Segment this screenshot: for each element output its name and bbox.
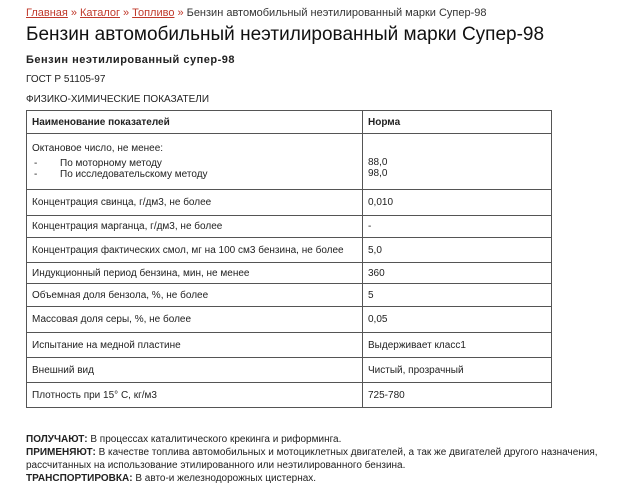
table-row	[27, 333, 552, 358]
octane-sub-label: По исследовательскому методу	[60, 169, 208, 180]
row-value: Чистый, прозрачный	[363, 358, 552, 383]
table-row	[27, 263, 552, 284]
table-row	[27, 383, 552, 408]
header-indicator-name: Наименование показателей	[27, 111, 363, 134]
octane-sub-dash: -	[34, 169, 38, 180]
note-received-text: В процессах каталитического крекинга и риформинга.	[87, 434, 342, 445]
note-applied-label: ПРИМЕНЯЮТ:	[26, 447, 96, 458]
spec-table	[26, 110, 552, 408]
octane-sub-row	[34, 169, 357, 180]
note-applied-text: В качестве топлива автомобильных и мотоциклетных двигателей, а так же двигателей другого назначения,	[95, 447, 598, 458]
row-value: 725-780	[363, 383, 552, 408]
breadcrumb-link-fuel[interactable]: Топливо	[132, 7, 175, 19]
table-row	[27, 216, 552, 238]
table-row	[27, 307, 552, 333]
row-name: Концентрация марганца, г/дм3, не более	[27, 216, 363, 238]
note-applied-continued: рассчитанных на использование этилированного или неэтилированного бензина.	[26, 460, 406, 471]
row-value: -	[363, 216, 552, 238]
row-name: Плотность при 15° С, кг/м3	[27, 383, 363, 408]
row-name: Концентрация свинца, г/дм3, не более	[27, 190, 363, 216]
table-header-row	[27, 111, 552, 134]
section-label: ФИЗИКО-ХИМИЧЕСКИЕ ПОКАЗАТЕЛИ	[26, 94, 210, 105]
note-transport	[26, 472, 644, 485]
octane-sub-row	[34, 158, 357, 169]
product-subtitle: Бензин неэтилированный супер-98	[26, 54, 235, 66]
breadcrumb-separator: »	[123, 7, 130, 19]
octane-sub-label: По моторному методу	[60, 158, 162, 169]
row-name: Концентрация фактических смол, мг на 100 см3 бензина, не более	[27, 238, 363, 263]
row-name: Индукционный период бензина, мин, не менее	[27, 263, 363, 284]
note-transport-label: ТРАНСПОРТИРОВКА:	[26, 473, 133, 484]
row-value: 360	[363, 263, 552, 284]
gost-standard: ГОСТ Р 51105-97	[26, 74, 106, 85]
note-received	[26, 433, 644, 446]
note-transport-text: В авто-и железнодорожных цистернах.	[132, 473, 317, 484]
octane-cell	[27, 134, 363, 190]
table-row	[27, 190, 552, 216]
breadcrumb-separator: »	[177, 7, 184, 19]
octane-value-research: 98,0	[368, 168, 388, 179]
row-value: 5	[363, 284, 552, 307]
row-value: Выдерживает класс1	[363, 333, 552, 358]
note-applied	[26, 446, 644, 459]
table-row	[27, 358, 552, 383]
row-value: 0,010	[363, 190, 552, 216]
page-title: Бензин автомобильный неэтилированный марки Супер-98	[26, 24, 545, 45]
breadcrumb-link-catalog[interactable]: Каталог	[80, 7, 120, 19]
octane-label: Октановое число, не менее:	[32, 143, 164, 154]
octane-value-motor: 88,0	[368, 157, 388, 168]
row-name: Массовая доля серы, %, не более	[27, 307, 363, 333]
breadcrumb-link-home[interactable]: Главная	[26, 7, 68, 19]
breadcrumb-separator: »	[70, 7, 77, 19]
row-name: Объемная доля бензола, %, не более	[27, 284, 363, 307]
breadcrumb	[26, 7, 487, 19]
header-norm: Норма	[363, 111, 552, 134]
table-row	[27, 238, 552, 263]
row-name: Испытание на медной пластине	[27, 333, 363, 358]
table-row	[27, 284, 552, 307]
note-received-label: ПОЛУЧАЮТ:	[26, 434, 88, 445]
octane-sub-dash: -	[34, 158, 38, 169]
table-row-octane	[27, 134, 552, 190]
row-value: 5,0	[363, 238, 552, 263]
breadcrumb-current: Бензин автомобильный неэтилированный марки Супер-98	[186, 7, 487, 19]
octane-values-cell	[363, 134, 552, 190]
row-name: Внешний вид	[27, 358, 363, 383]
row-value: 0,05	[363, 307, 552, 333]
notes-block	[26, 433, 644, 485]
